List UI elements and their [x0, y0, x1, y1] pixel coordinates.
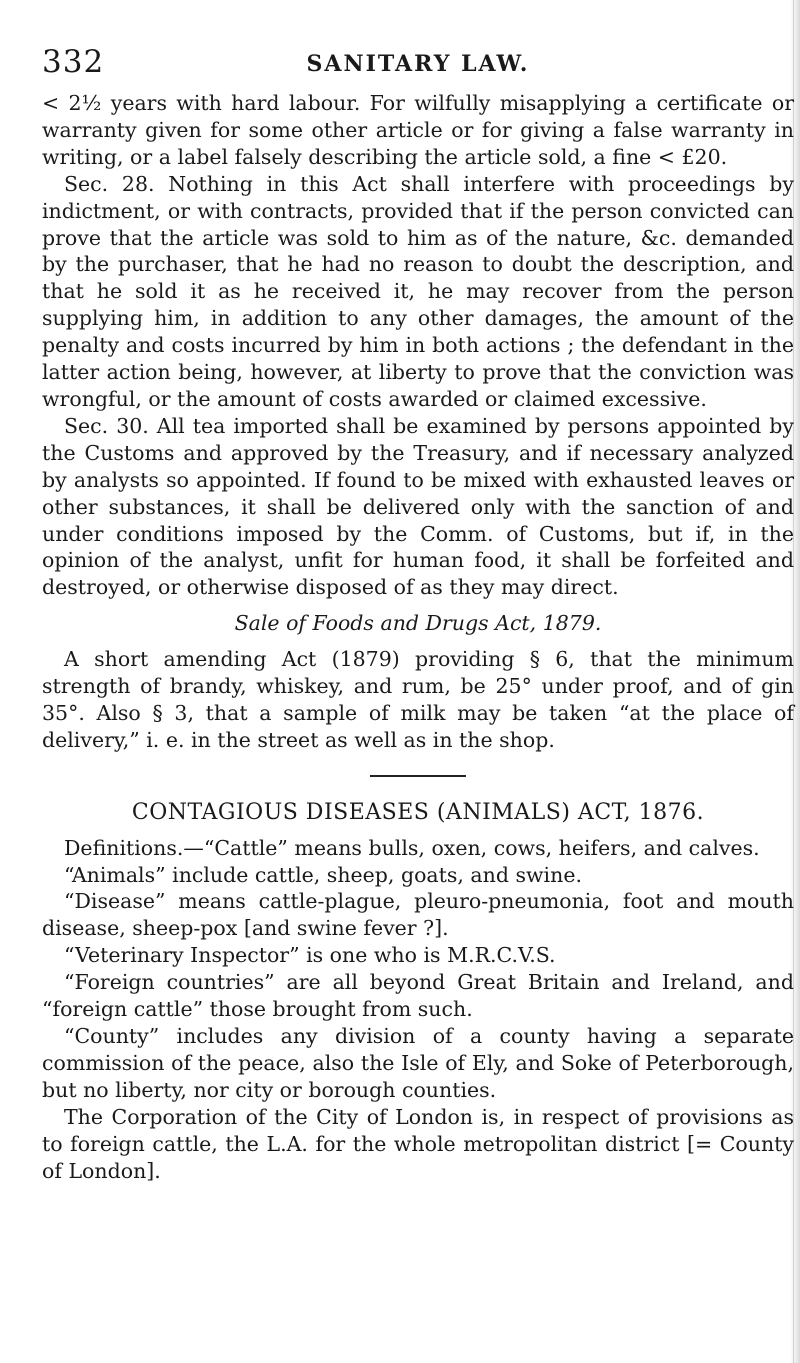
body-text — [42, 90, 794, 1184]
section-divider — [42, 754, 794, 798]
paragraph-city-of-london: The Corporation of the City of London is, in respect of provisions as to foreign cattle, the L.A. for the whole metropolitan district [= County of London]. — [42, 1104, 794, 1183]
definition-cattle: Definitions.—“Cattle” means bulls, oxen, cows, heifers, and calves. — [64, 835, 760, 860]
act-title: CONTAGIOUS DISEASES (ANIMALS) ACT, 1876. — [131, 799, 705, 825]
page-header — [42, 44, 794, 84]
paragraph-sec-28: Sec. 28. Nothing in this Act shall interfere with proceedings by indictment, or with contracts, provided that if the person convicted can prove that the article was sold to him as of the nature, &c. demanded by the purchaser, that he had no reason to doubt the description, and that he sold it as he received it, he may recover from the person supplying him, in addition to any other damages, the amount of the penalty and costs incurred by him in both actions ; the defendant in the latter action being, however, at liberty to prove that the conviction was wrongful, or the amount of costs awarded or claimed excessive. — [42, 171, 794, 411]
subsection-title: Sale of Foods and Drugs Act, 1879. — [234, 611, 602, 636]
definition-disease: “Disease” means cattle-plague, pleuro-pneumonia, foot and mouth disease, sheep-pox [and swine fever ?]. — [42, 889, 794, 941]
subsection-paragraph: A short amending Act (1879) providing § 6, that the minimum strength of brandy, whiskey, and rum, be 25° under proof, and of gin 35°. Also § 3, that a sample of milk may be taken “at the place of delivery,” i. e. in the street as well as in the shop. — [42, 647, 794, 752]
paragraph-continuation: < 2½ years with hard labour. For wilfully misapplying a certificate or warranty given for some other article or for giving a false warranty in writing, or a label falsely describing the article sold, a fine < £20. — [42, 91, 794, 169]
definition-foreign-countries: “Foreign countries” are all beyond Great Britain and Ireland, and “foreign cattle” those brought from such. — [42, 970, 794, 1022]
definition-county: “County” includes any division of a county having a separate commission of the peace, also the Isle of Ely, and Soke of Peterborough, but no liberty, nor city or borough counties. — [42, 1024, 794, 1102]
definition-animals: “Animals” include cattle, sheep, goats, and swine. — [64, 862, 582, 887]
page-number: 332 — [42, 44, 105, 80]
divider-rule — [370, 775, 466, 777]
definition-veterinary-inspector: “Veterinary Inspector” is one who is M.R.C.V.S. — [64, 943, 556, 968]
running-head: SANITARY LAW. — [306, 51, 530, 77]
paragraph-sec-30: Sec. 30. All tea imported shall be examined by persons appointed by the Customs and approved by the Treasury, and if necessary analyzed by analysts so appointed. If found to be mixed with exhausted leaves or other substances, it shall be delivered only with the sanction of and under conditions imposed by the Comm. of Customs, but if, in the opinion of the analyst, unfit for human food, it shall be forfeited and destroyed, or otherwise disposed of as they may direct. — [42, 413, 794, 600]
